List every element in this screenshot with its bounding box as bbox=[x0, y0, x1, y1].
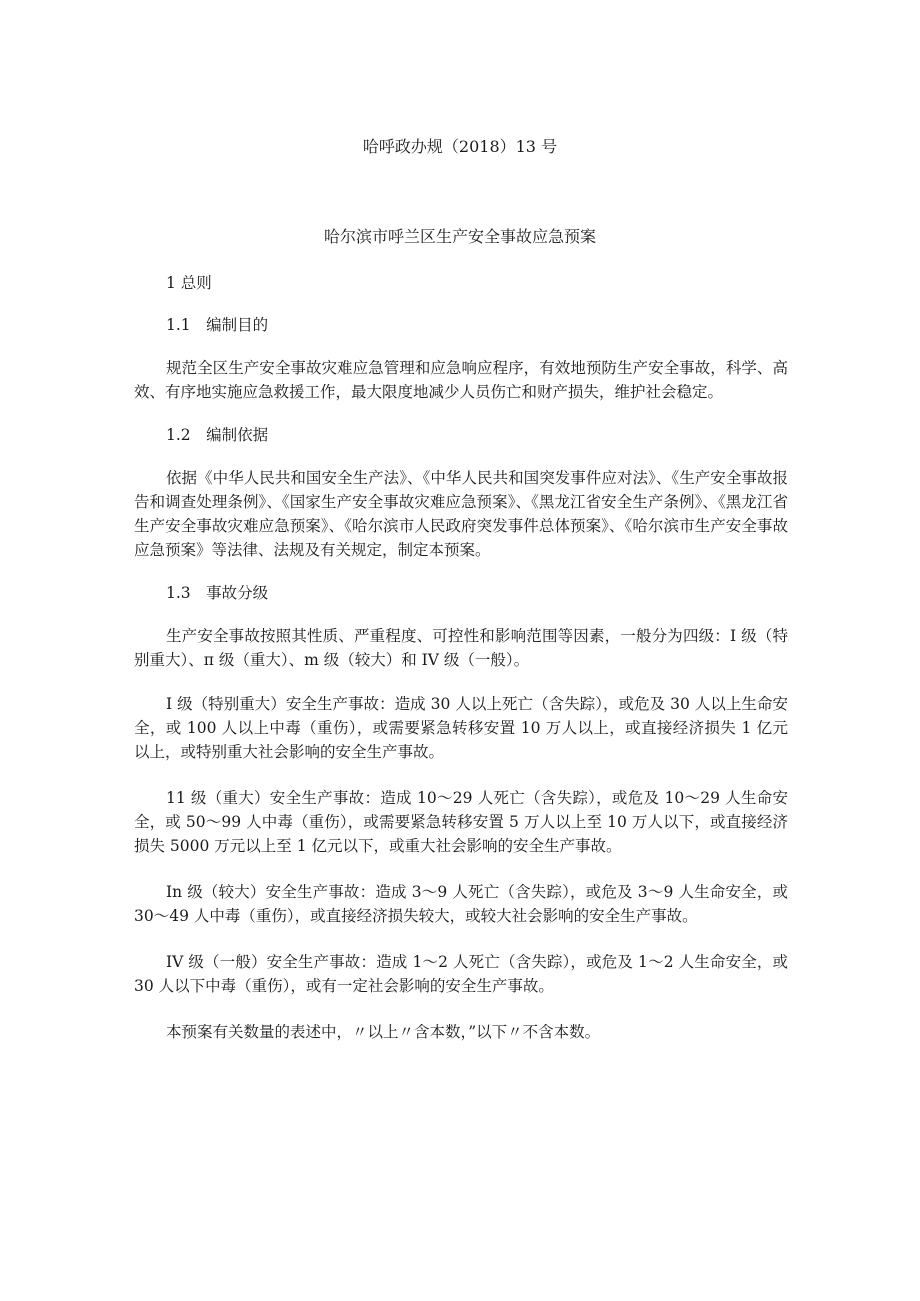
section-1-2-paragraph: 依据《中华人民共和国安全生产法》、《中华人民共和国突发事件应对法》、《生产安全事故报告和调查处理条例》、《国家生产安全事故灾难应急预案》、《黑龙江省安全生产条例》、《黑龙江省生产安全事故灾难应急预案》、《哈尔滨市人民政府突发事件总体预案》、《哈尔滨市生产安全事故应急预案》等法律、法规及有关规定，制定本预案。 bbox=[134, 469, 788, 559]
document-title: 哈尔滨市呼兰区生产安全事故应急预案 bbox=[323, 227, 596, 246]
level-3-paragraph: In 级（较大）安全生产事故：造成 3～9 人死亡（含失踪），或危及 3～9 人生命安全，或 30～49 人中毒（重伤），或直接经济损失较大，或较大社会影响的安全生产事故。 bbox=[134, 883, 788, 925]
document-body bbox=[134, 272, 788, 1064]
section-1-1-heading: 1.1 编制目的 bbox=[166, 316, 269, 334]
document-number: 哈呼政办规（2018）13 号 bbox=[362, 137, 558, 156]
quantity-note-paragraph: 本预案有关数量的表述中，〃以上〃含本数，”以下〃不含本数。 bbox=[166, 1023, 601, 1041]
section-1-3-heading: 1.3 事故分级 bbox=[166, 584, 269, 602]
section-1-heading: 1 总则 bbox=[166, 274, 212, 292]
section-1-1-paragraph: 规范全区生产安全事故灾难应急管理和应急响应程序，有效地预防生产安全事故，科学、高效、有序地实施应急救援工作，最大限度地减少人员伤亡和财产损失，维护社会稳定。 bbox=[134, 359, 788, 401]
section-1-2-heading: 1.2 编制依据 bbox=[166, 426, 269, 444]
level-1-paragraph: I 级（特别重大）安全生产事故：造成 30 人以上死亡（含失踪），或危及 30 人以上生命安全，或 100 人以上中毒（重伤），或需要紧急转移安置 10 万人以上，或直接经济损失 1 亿元以上，或特别重大社会影响的安全生产事故。 bbox=[134, 695, 788, 761]
section-1-3-intro-paragraph: 生产安全事故按照其性质、严重程度、可控性和影响范围等因素，一般分为四级：I 级（特别重大）、π 级（重大）、m 级（较大）和 IV 级（一般）。 bbox=[134, 627, 788, 669]
level-2-paragraph: 11 级（重大）安全生产事故：造成 10～29 人死亡（含失踪），或危及 10～29 人生命安全，或 50～99 人中毒（重伤），或需要紧急转移安置 5 万人以上至 10 万人以下，或直接经济损失 5000 万元以上至 1 亿元以下，或重大社会影响的安全生产事故。 bbox=[134, 789, 788, 855]
level-4-paragraph: IV 级（一般）安全生产事故：造成 1～2 人死亡（含失踪），或危及 1～2 人生命安全，或 30 人以下中毒（重伤），或有一定社会影响的安全生产事故。 bbox=[134, 953, 788, 995]
